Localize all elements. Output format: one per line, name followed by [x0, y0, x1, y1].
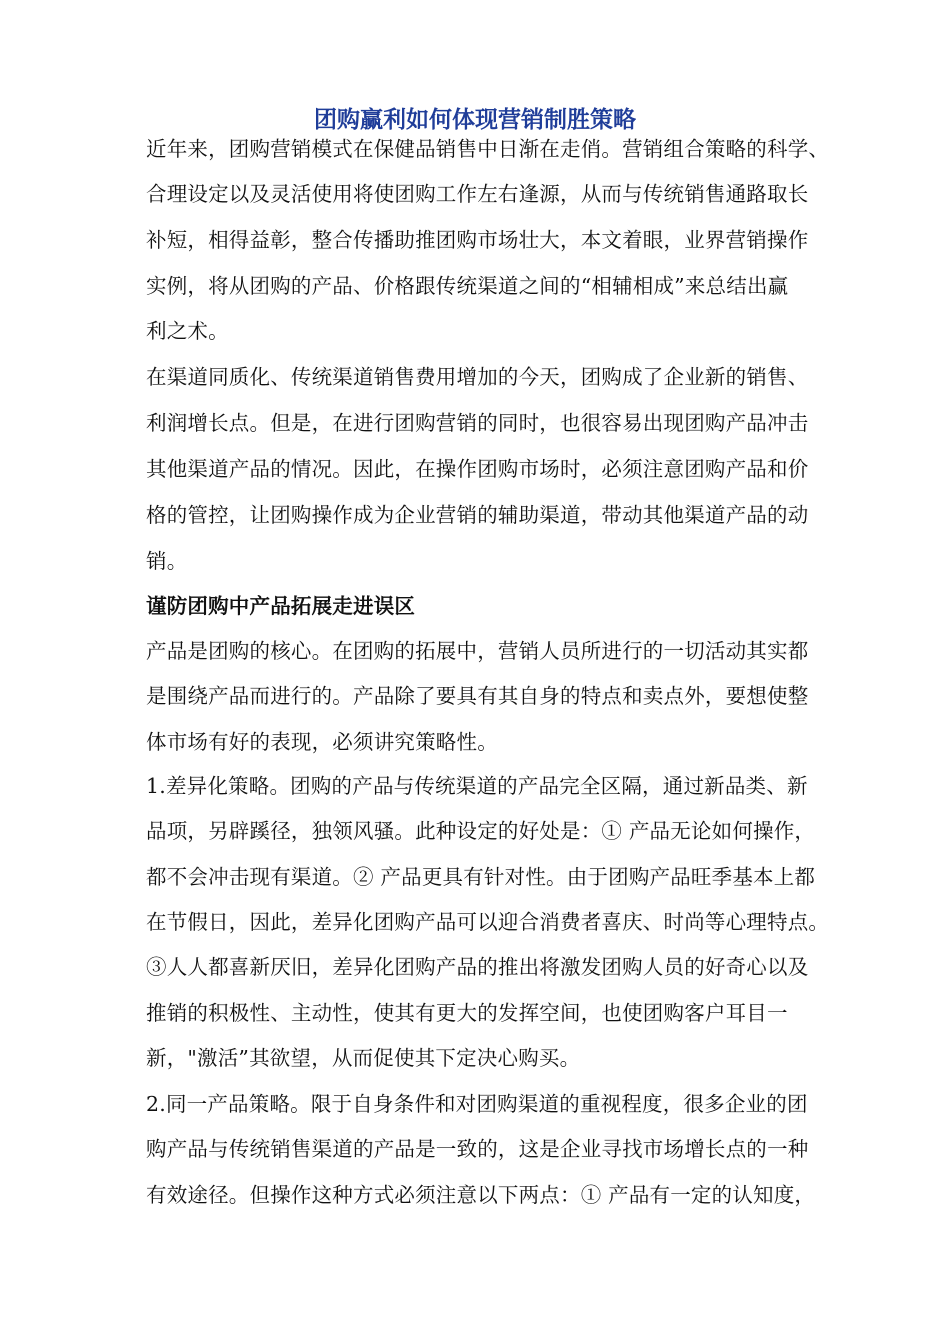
paragraph-3-line-2: 是围绕产品而进行的。产品除了要具有其自身的特点和卖点外，要想使整 [146, 684, 809, 708]
paragraph-1-line-3: 补短，相得益彰，整合传播助推团购市场壮大，本文着眼，业界营销操作 [146, 228, 809, 252]
paragraph-3-line-3: 体市场有好的表现，必须讲究策略性。 [146, 730, 498, 754]
paragraph-2-line-1: 在渠道同质化、传统渠道销售费用增加的今天，团购成了企业新的销售、 [146, 365, 809, 389]
paragraph-5-line-2: 购产品与传统销售渠道的产品是一致的，这是企业寻找市场增长点的一种 [146, 1137, 809, 1161]
paragraph-4-line-4: 在节假日，因此，差异化团购产品可以迎合消费者喜庆、时尚等心理特点。 [146, 910, 830, 934]
paragraph-4-line-3: 都不会冲击现有渠道。② 产品更具有针对性。由于团购产品旺季基本上都 [146, 865, 816, 889]
section-heading: 谨防团购中产品拓展走进误区 [146, 594, 416, 618]
paragraph-2-line-3: 其他渠道产品的情况。因此，在操作团购市场时，必须注意团购产品和价 [146, 457, 809, 481]
paragraph-2-line-4: 格的管控，让团购操作成为企业营销的辅助渠道，带动其他渠道产品的动 [146, 503, 809, 527]
paragraph-5-line-3: 有效途径。但操作这种方式必须注意以下两点：① 产品有一定的认知度， [146, 1183, 816, 1207]
paragraph-1-line-4: 实例，将从团购的产品、价格跟传统渠道之间的“相辅相成”来总结出赢 [146, 274, 789, 298]
paragraph-2-line-5: 销。 [146, 549, 188, 573]
paragraph-3-line-1: 产品是团购的核心。在团购的拓展中，营销人员所进行的一切活动其实都 [146, 639, 809, 663]
paragraph-4-line-7: 新，"激活”其欲望，从而促使其下定决心购买。 [146, 1046, 581, 1070]
paragraph-4-line-6: 推销的积极性、主动性，使其有更大的发挥空间，也使团购客户耳目一 [146, 1001, 788, 1025]
paragraph-4-line-1: 1.差异化策略。团购的产品与传统渠道的产品完全区隔，通过新品类、新 [146, 774, 808, 798]
document-title: 团购赢利如何体现营销制胜策略 [314, 107, 636, 133]
paragraph-1-line-2: 合理设定以及灵活使用将使团购工作左右逢源，从而与传统销售通路取长 [146, 182, 809, 206]
paragraph-4-line-2: 品项，另辟蹊径，独领风骚。此种设定的好处是：① 产品无论如何操作， [146, 819, 816, 843]
paragraph-1-line-5: 利之术。 [146, 319, 229, 343]
paragraph-5-line-1: 2.同一产品策略。限于自身条件和对团购渠道的重视程度，很多企业的团 [146, 1092, 808, 1116]
paragraph-4-line-5: ③人人都喜新厌旧，差异化团购产品的推出将激发团购人员的好奇心以及 [146, 955, 809, 979]
paragraph-2-line-2: 利润增长点。但是，在进行团购营销的同时，也很容易出现团购产品冲击 [146, 411, 809, 435]
paragraph-1-line-1: 近年来，团购营销模式在保健品销售中日渐在走俏。营销组合策略的科学、 [146, 137, 830, 161]
